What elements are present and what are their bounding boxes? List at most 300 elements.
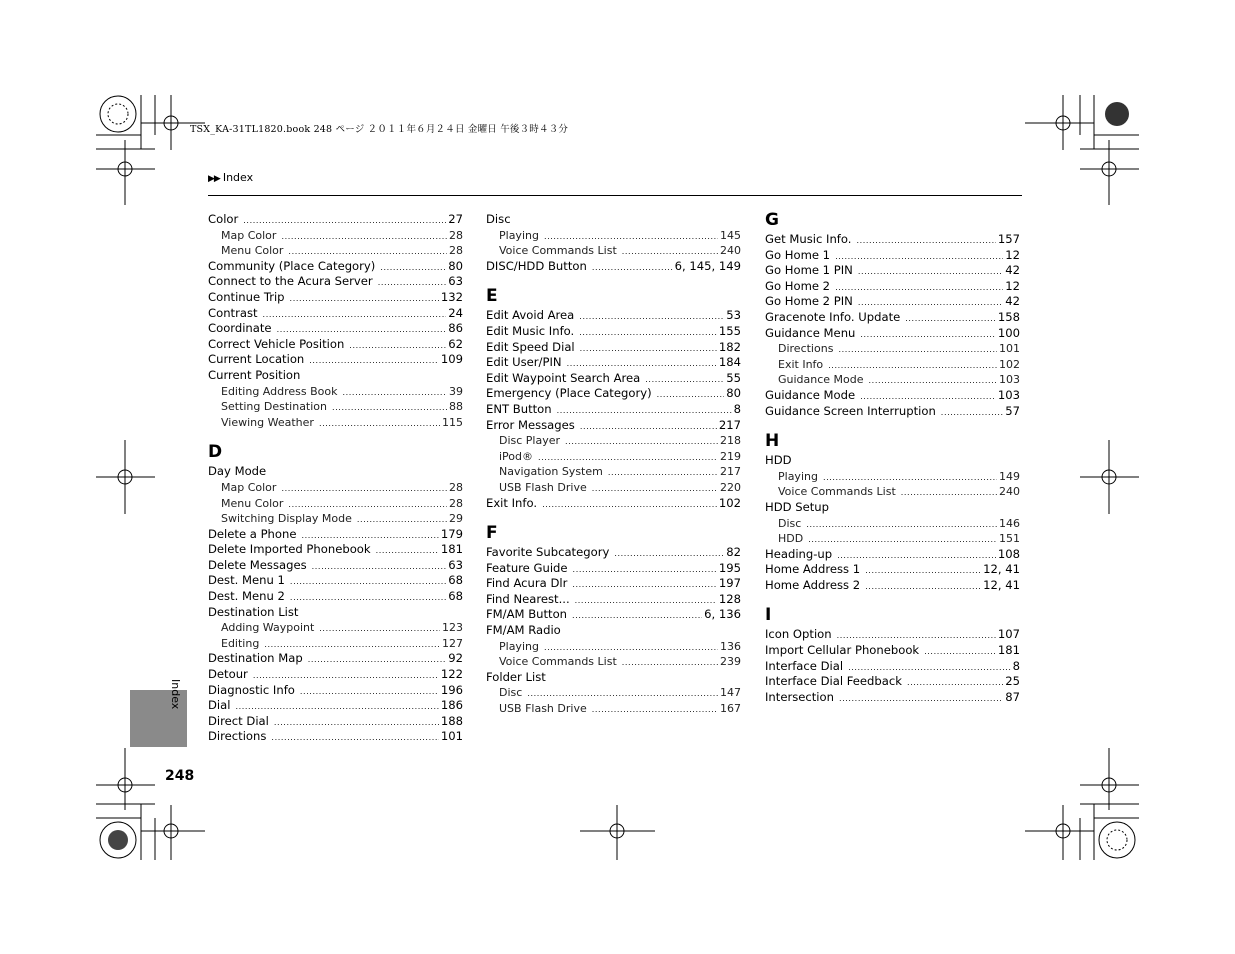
dot-leader — [941, 405, 1003, 421]
page-reference[interactable]: 24 — [448, 305, 463, 320]
index-entry[interactable] — [486, 386, 741, 402]
entry-text: FM/AM Radio — [486, 623, 561, 638]
entry-text: USB Flash Drive — [499, 702, 587, 716]
page-reference[interactable]: 151 — [999, 532, 1020, 546]
page-reference[interactable]: 28 — [449, 244, 463, 258]
index-entry[interactable] — [486, 355, 741, 371]
index-column-2 — [486, 212, 741, 717]
dot-leader — [865, 579, 981, 595]
page-number: 248 — [165, 768, 195, 784]
dot-leader — [869, 373, 997, 389]
index-entry[interactable] — [765, 643, 1020, 659]
dot-leader — [243, 213, 446, 229]
dot-leader — [309, 353, 439, 369]
index-subentry[interactable] — [486, 654, 741, 670]
index-entry[interactable] — [765, 659, 1020, 675]
index-subentry[interactable] — [765, 357, 1020, 373]
dot-leader — [542, 497, 717, 513]
entry-text: Setting Destination — [221, 400, 328, 414]
index-entry[interactable] — [486, 402, 741, 418]
index-entry[interactable] — [208, 683, 463, 699]
entry-text: Edit Music Info. — [486, 323, 575, 338]
entry-text: HDD — [765, 453, 792, 468]
dot-leader — [839, 691, 1003, 707]
entry-text: Exit Info. — [486, 495, 538, 510]
entry-text: HDD Setup — [765, 499, 830, 514]
entry-text: Home Address 2 — [765, 577, 861, 592]
entry-text: Find Acura Dlr — [486, 576, 568, 591]
entry-text: Heading-up — [765, 546, 833, 561]
page-reference[interactable]: 196 — [440, 682, 463, 697]
page-reference[interactable]: 62 — [448, 336, 463, 351]
dot-leader — [319, 621, 440, 637]
dot-leader — [235, 699, 438, 715]
page-reference[interactable]: 29 — [449, 512, 463, 526]
index-entry[interactable] — [765, 388, 1020, 404]
page-reference[interactable]: 220 — [720, 480, 741, 494]
index-entry[interactable] — [208, 698, 463, 714]
page-reference[interactable]: 181 — [440, 542, 463, 557]
dot-leader — [572, 577, 716, 593]
page-reference[interactable]: 107 — [997, 627, 1020, 642]
page-reference[interactable]: 57 — [1005, 403, 1020, 418]
index-entry[interactable] — [208, 573, 463, 589]
entry-text: Direct Dial — [208, 713, 269, 728]
entry-text: Delete Messages — [208, 557, 307, 572]
dot-leader — [858, 264, 1003, 280]
entry-text: Color — [208, 212, 239, 226]
index-entry[interactable] — [765, 232, 1020, 248]
page-reference[interactable]: 115 — [442, 415, 463, 429]
dot-leader — [924, 644, 996, 660]
page-reference[interactable]: 181 — [997, 643, 1020, 658]
index-entry[interactable] — [765, 674, 1020, 690]
index-subentry[interactable] — [765, 469, 1020, 485]
page-reference[interactable]: 80 — [726, 386, 741, 401]
entry-text: Directions — [208, 729, 267, 744]
entry-text: Menu Color — [221, 496, 284, 510]
index-entry[interactable] — [765, 453, 1020, 469]
index-entry[interactable] — [765, 294, 1020, 310]
dot-leader — [263, 307, 447, 323]
dot-leader — [608, 465, 718, 481]
index-entry[interactable] — [765, 690, 1020, 706]
page-reference[interactable]: 108 — [997, 546, 1020, 561]
index-column-1 — [208, 212, 463, 745]
page-reference[interactable]: 101 — [440, 729, 463, 744]
entry-text: Disc — [778, 516, 802, 530]
index-entry[interactable] — [208, 290, 463, 306]
page-reference[interactable]: 197 — [718, 576, 741, 591]
dot-leader — [319, 416, 440, 432]
breadcrumb-arrow-icon: ▶▶ — [208, 174, 220, 184]
index-entry[interactable] — [208, 212, 463, 228]
index-entry[interactable] — [208, 558, 463, 574]
entry-text: Destination Map — [208, 651, 303, 666]
index-subentry[interactable] — [486, 449, 741, 465]
page-reference[interactable]: 217 — [720, 465, 741, 479]
entry-text: Guidance Menu — [765, 325, 856, 340]
entry-text: Go Home 2 — [765, 278, 831, 293]
page-reference[interactable]: 103 — [997, 387, 1020, 402]
dot-leader — [835, 280, 1003, 296]
side-tab-label: Index — [169, 679, 182, 710]
index-entry[interactable] — [765, 404, 1020, 420]
index-subentry[interactable] — [765, 516, 1020, 532]
page-reference[interactable]: 12 — [1005, 278, 1020, 293]
page-reference[interactable]: 122 — [440, 667, 463, 682]
index-entry[interactable] — [208, 729, 463, 745]
dot-leader — [288, 497, 447, 513]
index-subentry[interactable] — [486, 639, 741, 655]
entry-text: Go Home 1 PIN — [765, 263, 853, 278]
dot-leader — [837, 628, 996, 644]
dot-leader — [301, 528, 438, 544]
page-reference[interactable]: 8 — [1012, 658, 1020, 673]
dot-leader — [290, 291, 439, 307]
page-reference[interactable]: 188 — [440, 713, 463, 728]
entry-text: Emergency (Place Category) — [486, 386, 652, 401]
entry-text: Correct Vehicle Position — [208, 336, 345, 351]
index-entry[interactable] — [486, 340, 741, 356]
page-reference[interactable]: 109 — [440, 352, 463, 367]
index-entry[interactable] — [486, 592, 741, 608]
page-reference[interactable]: 80 — [448, 258, 463, 273]
page-reference[interactable]: 102 — [718, 495, 741, 510]
index-entry[interactable] — [486, 496, 741, 512]
entry-text: Editing — [221, 636, 260, 650]
header-rule — [208, 195, 1022, 196]
index-entry[interactable] — [765, 326, 1020, 342]
entry-text: Home Address 1 — [765, 562, 861, 577]
entry-text: Go Home 1 — [765, 247, 831, 262]
entry-text: Edit Waypoint Search Area — [486, 370, 641, 385]
index-entry[interactable] — [208, 527, 463, 543]
index-subentry[interactable] — [486, 464, 741, 480]
dot-leader — [579, 309, 724, 325]
entry-text: ENT Button — [486, 401, 552, 416]
page-reference[interactable]: 87 — [1005, 689, 1020, 704]
page-reference[interactable]: 42 — [1005, 294, 1020, 309]
index-entry[interactable] — [486, 259, 741, 275]
dot-leader — [567, 356, 717, 372]
dot-leader — [622, 244, 718, 260]
index-subentry[interactable] — [208, 243, 463, 259]
entry-text: Exit Info — [778, 357, 824, 371]
index-subentry[interactable] — [208, 636, 463, 652]
entry-text: Adding Waypoint — [221, 621, 315, 635]
index-subentry[interactable] — [208, 384, 463, 400]
index-entry[interactable] — [208, 306, 463, 322]
entry-text: DISC/HDD Button — [486, 258, 587, 273]
index-entry[interactable] — [765, 310, 1020, 326]
dot-leader — [575, 593, 717, 609]
index-column-3 — [765, 212, 1020, 705]
index-subentry[interactable] — [486, 243, 741, 259]
entry-text: Map Color — [221, 228, 277, 242]
dot-leader — [838, 342, 997, 358]
page-reference[interactable]: 68 — [448, 573, 463, 588]
index-entry[interactable] — [486, 212, 741, 228]
dot-leader — [580, 419, 717, 435]
entry-text: Diagnostic Info — [208, 682, 295, 697]
entry-text: Interface Dial Feedback — [765, 674, 902, 689]
entry-text: HDD — [778, 532, 804, 546]
page-reference[interactable]: 6, 136 — [704, 607, 741, 622]
index-entry[interactable] — [208, 321, 463, 337]
page-reference[interactable]: 92 — [448, 651, 463, 666]
entry-text: Guidance Mode — [778, 373, 864, 387]
index-entry[interactable] — [208, 667, 463, 683]
page-reference[interactable]: 179 — [440, 526, 463, 541]
entry-text: Import Cellular Phonebook — [765, 643, 920, 658]
index-entry[interactable] — [765, 562, 1020, 578]
entry-text: Favorite Subcategory — [486, 545, 610, 560]
index-subentry[interactable] — [208, 399, 463, 415]
page-reference[interactable]: 123 — [442, 621, 463, 635]
entry-text: Coordinate — [208, 321, 272, 336]
index-entry[interactable] — [208, 714, 463, 730]
breadcrumb[interactable] — [208, 171, 253, 184]
entry-text: Guidance Mode — [765, 387, 856, 402]
page-reference[interactable]: 63 — [448, 557, 463, 572]
page-reference[interactable]: 155 — [718, 323, 741, 338]
page-reference[interactable]: 88 — [449, 400, 463, 414]
index-entry[interactable] — [765, 263, 1020, 279]
index-entry[interactable] — [486, 324, 741, 340]
dot-leader — [357, 512, 447, 528]
dot-leader — [343, 385, 448, 401]
page-reference[interactable]: 217 — [718, 417, 741, 432]
dot-leader — [290, 574, 446, 590]
page-reference[interactable]: 127 — [442, 636, 463, 650]
index-entry[interactable] — [486, 545, 741, 561]
page-reference[interactable]: 240 — [999, 485, 1020, 499]
dot-leader — [848, 660, 1011, 676]
dot-leader — [349, 338, 446, 354]
entry-text: Map Color — [221, 480, 277, 494]
entry-text: Detour — [208, 667, 248, 682]
page-reference[interactable]: 167 — [720, 702, 741, 716]
page-reference[interactable]: 86 — [448, 321, 463, 336]
entry-text: Edit User/PIN — [486, 355, 562, 370]
index-entry[interactable] — [208, 542, 463, 558]
index-subentry[interactable] — [765, 372, 1020, 388]
index-entry[interactable] — [208, 605, 463, 621]
dot-leader — [376, 543, 439, 559]
page-reference[interactable]: 27 — [448, 212, 463, 226]
page-reference[interactable]: 158 — [997, 309, 1020, 324]
entry-text: Contrast — [208, 305, 258, 320]
index-subentry[interactable] — [486, 433, 741, 449]
index-entry[interactable] — [208, 368, 463, 384]
page-reference[interactable]: 195 — [718, 560, 741, 575]
dot-leader — [905, 311, 996, 327]
dot-leader — [380, 260, 446, 276]
entry-text: Edit Avoid Area — [486, 308, 575, 323]
dot-leader — [858, 295, 1003, 311]
page-reference[interactable]: 55 — [726, 370, 741, 385]
index-entry[interactable] — [208, 464, 463, 480]
entry-text: Playing — [499, 228, 539, 242]
index-entry[interactable] — [765, 627, 1020, 643]
index-entry[interactable] — [208, 337, 463, 353]
dot-leader — [837, 548, 996, 564]
index-entry[interactable] — [486, 576, 741, 592]
entry-text: Current Position — [208, 367, 301, 382]
entry-text: iPod® — [499, 449, 534, 463]
dot-leader — [823, 470, 997, 486]
entry-text: FM/AM Button — [486, 607, 568, 622]
index-entry[interactable] — [765, 248, 1020, 264]
page-reference[interactable]: 132 — [440, 289, 463, 304]
entry-text: Voice Commands List — [499, 655, 617, 669]
dot-leader — [281, 481, 447, 497]
index-entry[interactable] — [208, 274, 463, 290]
index-subentry[interactable] — [765, 341, 1020, 357]
dot-leader — [332, 400, 447, 416]
section-heading: I — [765, 605, 772, 626]
page-reference[interactable]: 8 — [733, 401, 741, 416]
entry-text: Edit Speed Dial — [486, 339, 575, 354]
entry-text: Icon Option — [765, 627, 832, 642]
page-reference[interactable]: 42 — [1005, 263, 1020, 278]
index-entry[interactable] — [208, 589, 463, 605]
index-subentry[interactable] — [208, 415, 463, 431]
page-reference[interactable]: 6, 145, 149 — [674, 258, 741, 273]
page-reference[interactable]: 147 — [720, 686, 741, 700]
dot-leader — [277, 322, 447, 338]
dot-leader — [253, 668, 439, 684]
index-subentry[interactable] — [486, 701, 741, 717]
page-reference[interactable]: 53 — [726, 308, 741, 323]
page-reference[interactable]: 28 — [449, 496, 463, 510]
page-reference[interactable]: 28 — [449, 228, 463, 242]
index-subentry[interactable] — [765, 484, 1020, 500]
entry-text: Go Home 2 PIN — [765, 294, 853, 309]
page-reference[interactable]: 219 — [720, 449, 741, 463]
entry-text: Delete Imported Phonebook — [208, 542, 371, 557]
dot-leader — [657, 387, 725, 403]
page-reference[interactable]: 39 — [449, 384, 463, 398]
entry-text: Menu Color — [221, 244, 284, 258]
entry-text: Community (Place Category) — [208, 258, 376, 273]
dot-leader — [308, 652, 447, 668]
page-reference[interactable]: 100 — [997, 325, 1020, 340]
index-subentry[interactable] — [208, 620, 463, 636]
page-reference[interactable]: 101 — [999, 342, 1020, 356]
index-subentry[interactable] — [765, 531, 1020, 547]
index-entry[interactable] — [765, 279, 1020, 295]
entry-text: Dest. Menu 1 — [208, 573, 285, 588]
page-reference[interactable]: 63 — [448, 274, 463, 289]
page-reference[interactable]: 186 — [440, 698, 463, 713]
entry-text: Dial — [208, 698, 231, 713]
dot-leader — [312, 559, 447, 575]
section-heading: G — [765, 210, 779, 230]
index-entry[interactable] — [765, 547, 1020, 563]
page-reference[interactable]: 68 — [448, 589, 463, 604]
page-reference[interactable]: 28 — [449, 480, 463, 494]
index-entry[interactable] — [208, 352, 463, 368]
page-reference[interactable]: 82 — [726, 545, 741, 560]
dot-leader — [622, 655, 718, 671]
entry-text: Disc Player — [499, 434, 561, 448]
entry-text: Viewing Weather — [221, 415, 314, 429]
entry-text: Disc — [499, 686, 523, 700]
page-reference[interactable]: 128 — [718, 591, 741, 606]
page-reference[interactable]: 102 — [999, 357, 1020, 371]
page-reference[interactable]: 136 — [720, 639, 741, 653]
index-entry[interactable] — [486, 670, 741, 686]
page-reference[interactable]: 239 — [720, 655, 741, 669]
index-subentry[interactable] — [486, 480, 741, 496]
page-reference[interactable]: 145 — [720, 228, 741, 242]
index-entry[interactable] — [765, 578, 1020, 594]
index-entry[interactable] — [208, 651, 463, 667]
entry-text: Intersection — [765, 689, 834, 704]
page-reference[interactable]: 12, 41 — [983, 562, 1020, 577]
page-reference[interactable]: 12 — [1005, 247, 1020, 262]
index-subentry[interactable] — [208, 228, 463, 244]
section-heading: H — [765, 431, 780, 452]
section-heading: D — [208, 442, 223, 463]
dot-leader — [907, 675, 1003, 691]
index-subentry[interactable] — [208, 496, 463, 512]
entry-text: Find Nearest... — [486, 591, 570, 606]
section-heading: F — [486, 523, 498, 544]
index-entry[interactable] — [486, 623, 741, 639]
dot-leader — [271, 730, 438, 746]
index-subentry[interactable] — [208, 480, 463, 496]
page-reference[interactable]: 146 — [999, 516, 1020, 530]
page-reference[interactable]: 218 — [720, 434, 741, 448]
index-entry[interactable] — [486, 561, 741, 577]
index-subentry[interactable] — [486, 685, 741, 701]
index-subentry[interactable] — [486, 228, 741, 244]
dot-leader — [378, 275, 447, 291]
index-entry[interactable] — [486, 607, 741, 623]
dot-leader — [835, 249, 1003, 265]
dot-leader — [288, 244, 447, 260]
dot-leader — [614, 546, 724, 562]
entry-text: Playing — [499, 639, 539, 653]
index-entry[interactable] — [486, 371, 741, 387]
page-reference[interactable]: 149 — [999, 469, 1020, 483]
index-entry[interactable] — [486, 418, 741, 434]
page-reference[interactable]: 184 — [718, 355, 741, 370]
dot-leader — [592, 260, 673, 276]
page-reference[interactable]: 157 — [997, 232, 1020, 246]
index-entry[interactable] — [486, 308, 741, 324]
index-entry[interactable] — [208, 259, 463, 275]
entry-text: Guidance Screen Interruption — [765, 403, 936, 418]
page-reference[interactable]: 182 — [718, 339, 741, 354]
dot-leader — [544, 640, 718, 656]
page-reference[interactable]: 103 — [999, 373, 1020, 387]
page-reference[interactable]: 240 — [720, 244, 741, 258]
index-subentry[interactable] — [208, 511, 463, 527]
index-entry[interactable] — [765, 500, 1020, 516]
page-reference[interactable]: 12, 41 — [983, 577, 1020, 592]
dot-leader — [901, 485, 997, 501]
dot-leader — [856, 233, 995, 249]
entry-text: Editing Address Book — [221, 384, 338, 398]
page-reference[interactable]: 25 — [1005, 674, 1020, 689]
dot-leader — [538, 450, 718, 466]
dot-leader — [527, 686, 718, 702]
entry-text: Gracenote Info. Update — [765, 309, 901, 324]
